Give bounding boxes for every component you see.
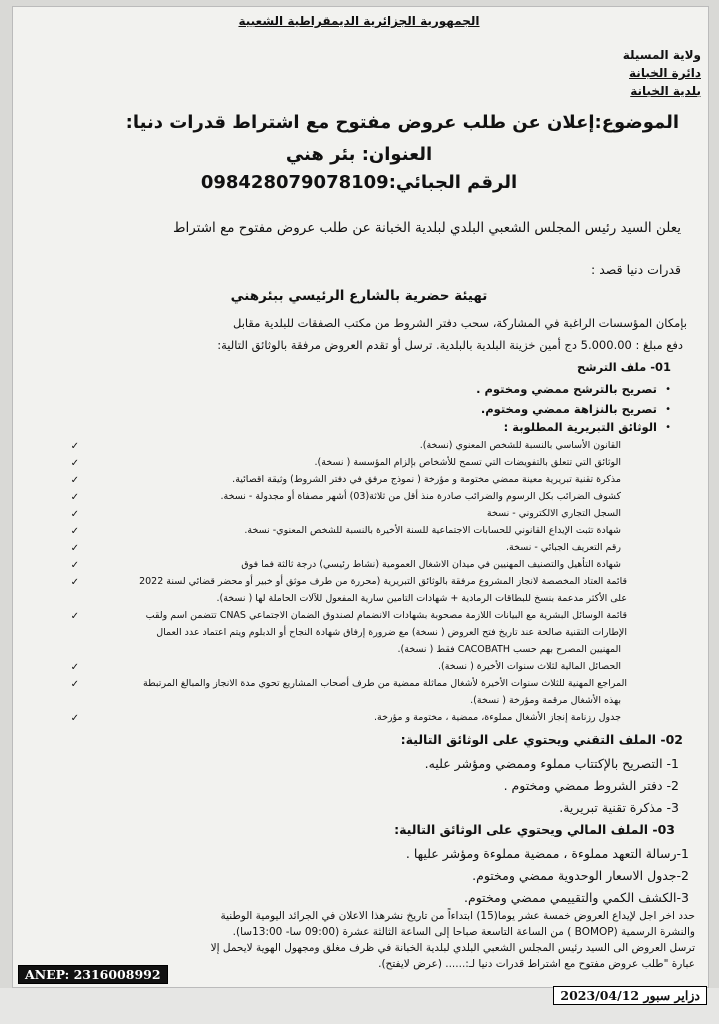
intro-para-1: بإمكان المؤسسات الراغبة في المشاركة، سحب دفتر الشروط من مكتب الصفقات للبلدية مقابل: [232, 316, 687, 330]
checkmark-icon: ✓: [70, 679, 79, 690]
doc-item: قائمة الوسائل البشرية مع البيانات اللازمة مصحوبة بشهادات الانضمام لصندوق الضمان الاجتماعي CNAS تتضمن اسم ولقب: [145, 610, 627, 621]
section2-item: 2- دفتر الشروط ممضي ومختوم .: [503, 778, 679, 793]
checkmark-icon: ✓: [70, 560, 79, 571]
doc-item: السجل التجاري الالكتروني - نسخة: [486, 508, 621, 519]
doc-item: القانون الأساسي بالنسبة للشخص المعنوي (نسخة).: [419, 440, 621, 451]
section3-item: 2-جدول الاسعار الوحدوية ممضي ومختوم.: [472, 868, 689, 883]
closing-phrase: عبارة "طلب عروض مفتوح مع اشتراط قدرات دنيا لـ:...... (عرض لايفتح).: [378, 958, 695, 970]
doc-item: المراجع المهنية للثلاث سنوات الأخيرة لأشغال مماثلة ممضية من طرف أصحاب المشاريع تحوي مدة الانجاز والمبالغ المرتبطة: [143, 678, 627, 689]
checkmark-icon: ✓: [70, 611, 79, 622]
bullet-icon: •: [665, 422, 671, 433]
closing-deadline: حدد اخر اجل لإيداع العروض خمسة عشر يوما(15) ابتداءاً من تاريخ نشرهذا الاعلان في الجرائد اليومية الوطنية: [220, 910, 695, 922]
intro-para-2: دفع مبلغ : 5.000.00 دج أمين خزينة البلدية بالبلدية. ترسل أو تقدم العروض مرفقة بالوثائق التالية:: [217, 338, 683, 352]
section2-item: 3- مذكرة تقنية تبريرية.: [559, 800, 679, 815]
wilaya-label: ولاية المسيلة: [622, 48, 701, 62]
section1-title: 01- ملف الترشح: [576, 360, 671, 374]
section3-item: 1-رسالة التعهد مملوءة ، ممضية مملوءة ومؤشر عليها .: [405, 846, 689, 861]
doc-item: جدول رزنامة إنجاز الأشغال مملوءة، ممضية ، مختومة و مؤرخة.: [373, 712, 621, 723]
subject-title: الموضوع:إعلان عن طلب عروض مفتوح مع اشتراط قدرات دنيا:: [125, 112, 679, 133]
section3-title: 03- الملف المالي ويحتوي على الوثائق التالية:: [394, 822, 675, 837]
doc-item: الحصائل المالية لثلاث سنوات الأخيرة ( نسخة).: [437, 661, 621, 672]
publication-date: دزاير سبور 2023/04/12: [553, 986, 707, 1005]
anep-reference: ANEP: 2316008992: [18, 965, 168, 984]
doc-item-continued: المهنيين المصرح بهم حسب CACOBATH فقط ( نسخة).: [397, 644, 621, 655]
checkmark-icon: ✓: [70, 509, 79, 520]
doc-item: قائمة العتاد المخصصة لانجاز المشروع مرفقة بالوثائق التبريرية (محررة من طرف موثق أو خبير أو محضر قضائي لسنة 2022: [139, 576, 627, 587]
checkmark-icon: ✓: [70, 441, 79, 452]
doc-item: كشوف الضرائب بكل الرسوم والضرائب صادرة منذ أقل من ثلاثة(03) أشهر مصفاة أو مجدولة - نسخة.: [220, 491, 621, 502]
doc-item: رقم التعريف الجبائي - نسخة.: [505, 542, 621, 553]
section1-item: تصريح بالترشح ممضي ومختوم .: [476, 382, 657, 396]
checkmark-icon: ✓: [70, 543, 79, 554]
checkmark-icon: ✓: [70, 577, 79, 588]
subject-tax-number: الرقم الجبائي:098428079078109: [200, 172, 518, 193]
bullet-icon: •: [665, 384, 671, 395]
subject-address: العنوان: بئر هني: [285, 144, 433, 165]
section2-item: 1- التصريح بالإكتتاب مملوء وممضي ومؤشر عليه.: [424, 756, 679, 771]
daira-label: دائرة الخبانة: [629, 66, 701, 80]
doc-item: مذكرة تقنية تبريرية معينة ممضي مختومة و مؤرخة ( نموذج مرفق في دفتر الشروط) وثيقة اقصائية.: [232, 474, 621, 485]
checkmark-icon: ✓: [70, 526, 79, 537]
section1-item: الوثائق التبريرية المطلوبة :: [503, 420, 657, 434]
project-title: تهيئة حضرية بالشارع الرئيسي ببئرهني: [230, 288, 488, 304]
closing-bulletin: والنشرة الرسمية (BOMOP ) من الساعة التاسعة صباحا إلى الساعة الثالثة عشرة (09:00 سا- 13:00سا).: [232, 926, 695, 938]
checkmark-icon: ✓: [70, 475, 79, 486]
intro-line-2: قدرات دنيا قصد :: [591, 262, 681, 277]
bullet-icon: •: [665, 404, 671, 415]
checkmark-icon: ✓: [70, 713, 79, 724]
intro-line-1: يعلن السيد رئيس المجلس الشعبي البلدي لبلدية الخبانة عن طلب عروض مفتوح مع اشتراط: [172, 220, 681, 236]
republic-heading: الجمهورية الجزائرية الديمقراطية الشعبية: [238, 14, 480, 28]
commune-label: بلدية الخبانة: [630, 84, 701, 98]
doc-item-continued: الإطارات التقنية صالحة عند تاريخ فتح العروض ( نسخة) مع ضرورة إرفاق شهادة النجاح أو الدبلوم ويتم اعتماد عدد العمال: [156, 627, 627, 638]
closing-submission: ترسل العروض الى السيد رئيس المجلس الشعبي البلدي لبلدية الخبانة في ظرف مغلق ومجهول الهوية لايحمل إلا: [210, 942, 695, 954]
checkmark-icon: ✓: [70, 458, 79, 469]
section3-item: 3-الكشف الكمي والتقييمي ممضي ومختوم.: [464, 890, 689, 905]
doc-item: الوثائق التي تتعلق بالتفويضات التي تسمح للأشخاص بإلزام المؤسسة ( نسخة).: [314, 457, 621, 468]
doc-item-continued: بهذه الأشغال مرقمة ومؤرخة ( نسخة).: [470, 695, 621, 706]
section2-title: 02- الملف التقني ويحتوي على الوثائق التالية:: [400, 732, 683, 747]
checkmark-icon: ✓: [70, 492, 79, 503]
checkmark-icon: ✓: [70, 662, 79, 673]
doc-item-continued: على الأكثر مدعمة بنسخ للبطاقات الرمادية + شهادات التامين سارية المفعول للآلات الحاملة لها ( نسخة).: [216, 593, 627, 604]
doc-item: شهادة التأهيل والتصنيف المهنيين في ميدان الاشغال العمومية (نشاط رئيسي) درجة ثالثة فما فوق: [241, 559, 621, 570]
doc-item: شهادة تثبت الإيداع القانوني للحسابات الاجتماعية للسنة الأخيرة بالنسبة للشخص المعنوي- نسخة.: [244, 525, 621, 536]
section1-item: تصريح بالنزاهة ممضي ومختوم.: [480, 402, 657, 416]
